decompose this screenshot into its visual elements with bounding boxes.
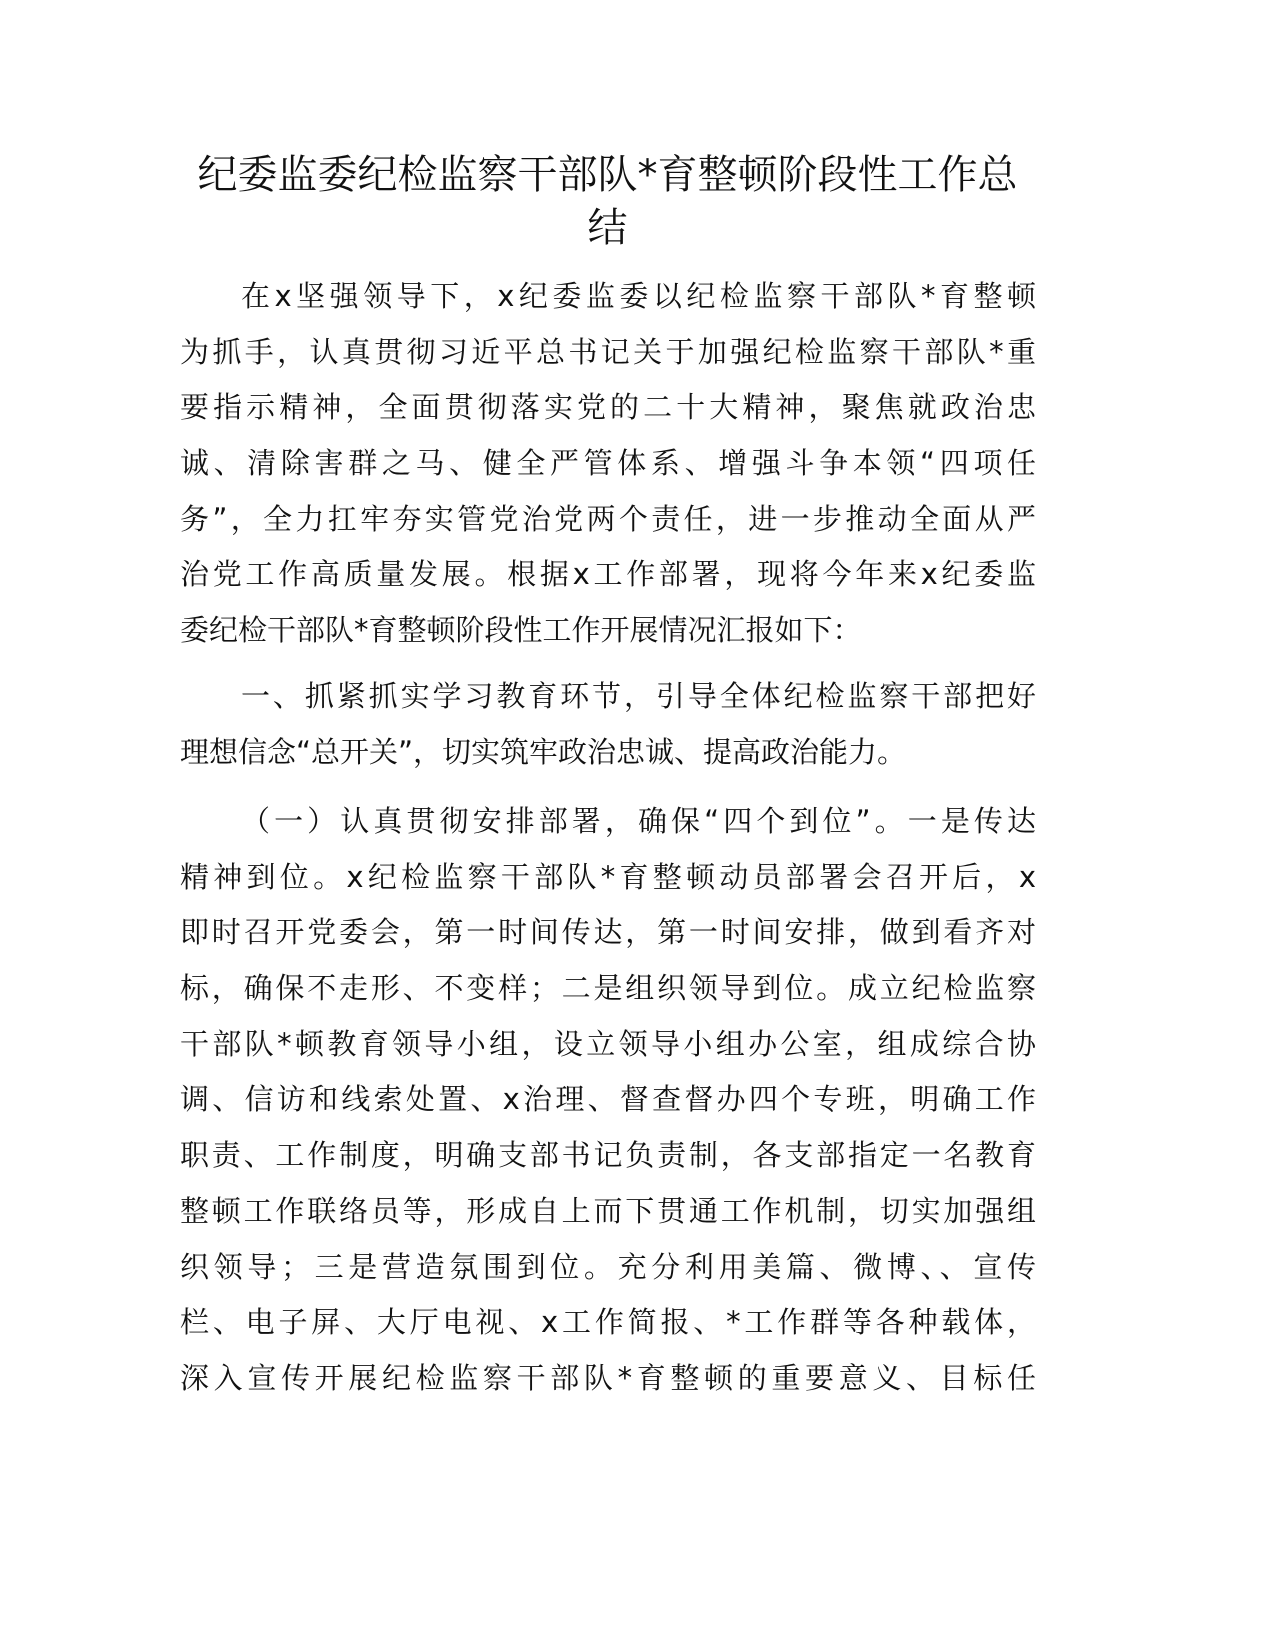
paragraph-subsection-1 (180, 794, 1036, 1407)
text-line: 标，确保不走形、不变样；二是组织领导到位。成立纪检监察 (180, 971, 1036, 1006)
text-line: 精神到位。x纪检监察干部队*育整顿动员部署会召开后，x (180, 859, 1036, 894)
text-line: 务”，全力扛牢夯实管党治党两个责任，进一步推动全面从严 (180, 501, 1036, 536)
text-line: 栏、电子屏、大厅电视、x工作简报、*工作群等各种载体， (180, 1305, 1036, 1340)
document-title-line-1: 纪委监委纪检监察干部队*育整顿阶段性工作总 (197, 152, 1018, 198)
text-line: 干部队*顿教育领导小组，设立领导小组办公室，组成综合协 (180, 1026, 1036, 1061)
text-line: 为抓手，认真贯彻习近平总书记关于加强纪检监察干部队*重 (180, 334, 1036, 369)
text-line: 职责、工作制度，明确支部书记负责制，各支部指定一名教育 (180, 1138, 1036, 1173)
text-line: 在x坚强领导下，x纪委监委以纪检监察干部队*育整顿 (241, 279, 1036, 313)
text-line: 调、信访和线索处置、x治理、督查督办四个专班，明确工作 (180, 1082, 1036, 1117)
text-line: 即时召开党委会，第一时间传达，第一时间安排，做到看齐对 (180, 915, 1036, 950)
paragraph-intro (180, 269, 1036, 659)
document-title-line-2: 结 (587, 205, 628, 251)
text-line: 治党工作高质量发展。根据x工作部署，现将今年来x纪委监 (180, 557, 1036, 592)
text-line: 一、抓紧抓实学习教育环节，引导全体纪检监察干部把好 (241, 679, 1036, 713)
text-line: 委纪检干部队*育整顿阶段性工作开展情况汇报如下： (180, 613, 862, 648)
text-line: 整顿工作联络员等，形成自上而下贯通工作机制，切实加强组 (180, 1193, 1036, 1228)
text-line: 理想信念“总开关”，切实筑牢政治忠诚、提高政治能力。 (180, 734, 907, 769)
text-line: 诚、清除害群之马、健全严管体系、增强斗争本领“四项任 (180, 446, 1036, 481)
text-line: 深入宣传开展纪检监察干部队*育整顿的重要意义、目标任 (180, 1360, 1036, 1395)
paragraph-section-1-heading (180, 669, 1036, 780)
text-line: 要指示精神，全面贯彻落实党的二十大精神，聚焦就政治忠 (180, 390, 1036, 425)
text-line: （一）认真贯彻安排部署，确保“四个到位”。一是传达 (241, 804, 1036, 838)
text-line: 织领导；三是营造氛围到位。充分利用美篇、微博、、宣传 (180, 1249, 1036, 1284)
